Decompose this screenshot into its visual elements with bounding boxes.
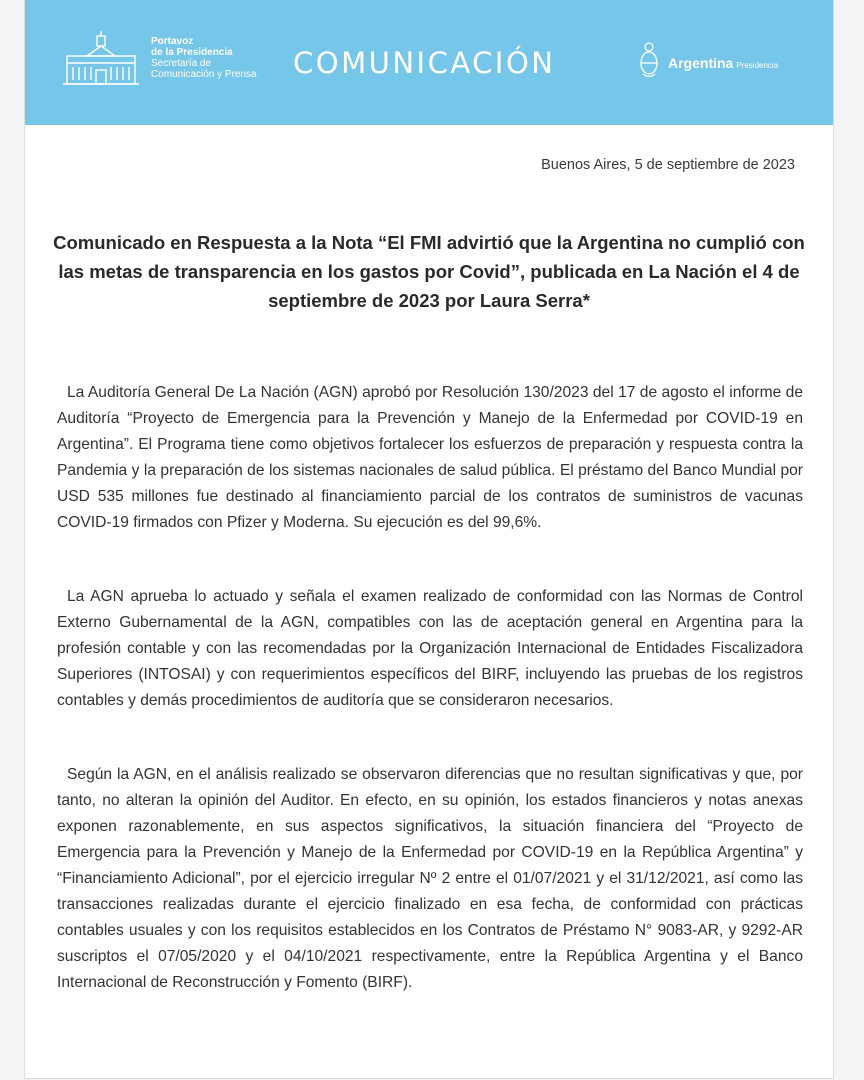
document-page bbox=[24, 0, 834, 1079]
paragraph-1: La Auditoría General De La Nación (AGN) aprobó por Resolución 130/2023 del 17 de agosto el informe de Auditoría “Proyecto de Emergencia para la Prevención y Manejo de la Enfermedad por COVID-19 en Argentina”. El Programa tiene como objetivos fortalecer los esfuerzos de preparación y respuesta contra la Pandemia y la preparación de los sistemas nacionales de salud pública. El préstamo del Banco Mundial por USD 535 millones fue destinado al financiamiento parcial de los contratos de suministros de vacunas COVID-19 firmados con Pfizer y Moderna. Su ejecución es del 99,6%. bbox=[57, 384, 803, 531]
header-banner bbox=[25, 0, 833, 125]
org-line-2: de la Presidencia bbox=[151, 47, 233, 58]
org-line-3: Secretaría de bbox=[151, 58, 212, 69]
paragraph-2: La AGN aprueba lo actuado y señala el examen realizado de conformidad con las Normas de Control Externo Gubernamental de la AGN, compatibles con las de aceptación general en Argentina para la profesión contable y con las recomendadas por la Organización Internacional de Entidades Fiscalizadora Superiores (INTOSAI) y con requerimientos específicos del BIRF, incluyendo las pruebas de los registros contables y demás procedimientos de auditoría que se consideraron necesarios. bbox=[57, 588, 803, 709]
paragraph-3: Según la AGN, en el análisis realizado se observaron diferencias que no resultan significativas y que, por tanto, no alteran la opinión del Auditor. En efecto, en su opinión, los estados financieros y notas anexas exponen razonablemente, en sus aspectos significativos, la situación financiera del “Proyecto de Emergencia para la Prevención y Manejo de la Enfermedad por COVID-19 en la República Argentina” y “Financiamiento Adicional”, por el ejercicio irregular Nº 2 entre el 01/07/2021 y el 31/12/2021, así como las transacciones realizadas durante el ejercicio finalizado en esa fecha, de conformidad con prácticas contables usuales y con los requisitos establecidos en los Contratos de Préstamo N° 9083-AR, y 9292-AR suscriptos el 07/05/2020 y el 04/10/2021 respectivamente, entre la República Argentina y el Banco Internacional de Reconstrucción y Fomento (BIRF). bbox=[57, 766, 803, 991]
brand-main: Argentina bbox=[668, 55, 734, 71]
brand-sub: Presidencia bbox=[736, 61, 779, 70]
org-line-4: Comunicación y Prensa bbox=[151, 69, 257, 80]
argentina-brand bbox=[668, 55, 778, 73]
coat-of-arms-icon bbox=[638, 41, 660, 79]
casa-rosada-logo-icon bbox=[61, 30, 141, 90]
document-title: Comunicado en Respuesta a la Nota “El FMI advirtió que la Argentina no cumplió con las metas de transparencia en los gastos por Covid”, publicada en La Nación el 4 de septiembre de 2023 por Laura Serra* bbox=[53, 232, 805, 311]
org-name bbox=[151, 36, 257, 80]
section-title: COMUNICACIÓN bbox=[293, 46, 556, 80]
org-line-1: Portavoz bbox=[151, 36, 194, 47]
dateline: Buenos Aires, 5 de septiembre de 2023 bbox=[541, 157, 795, 173]
